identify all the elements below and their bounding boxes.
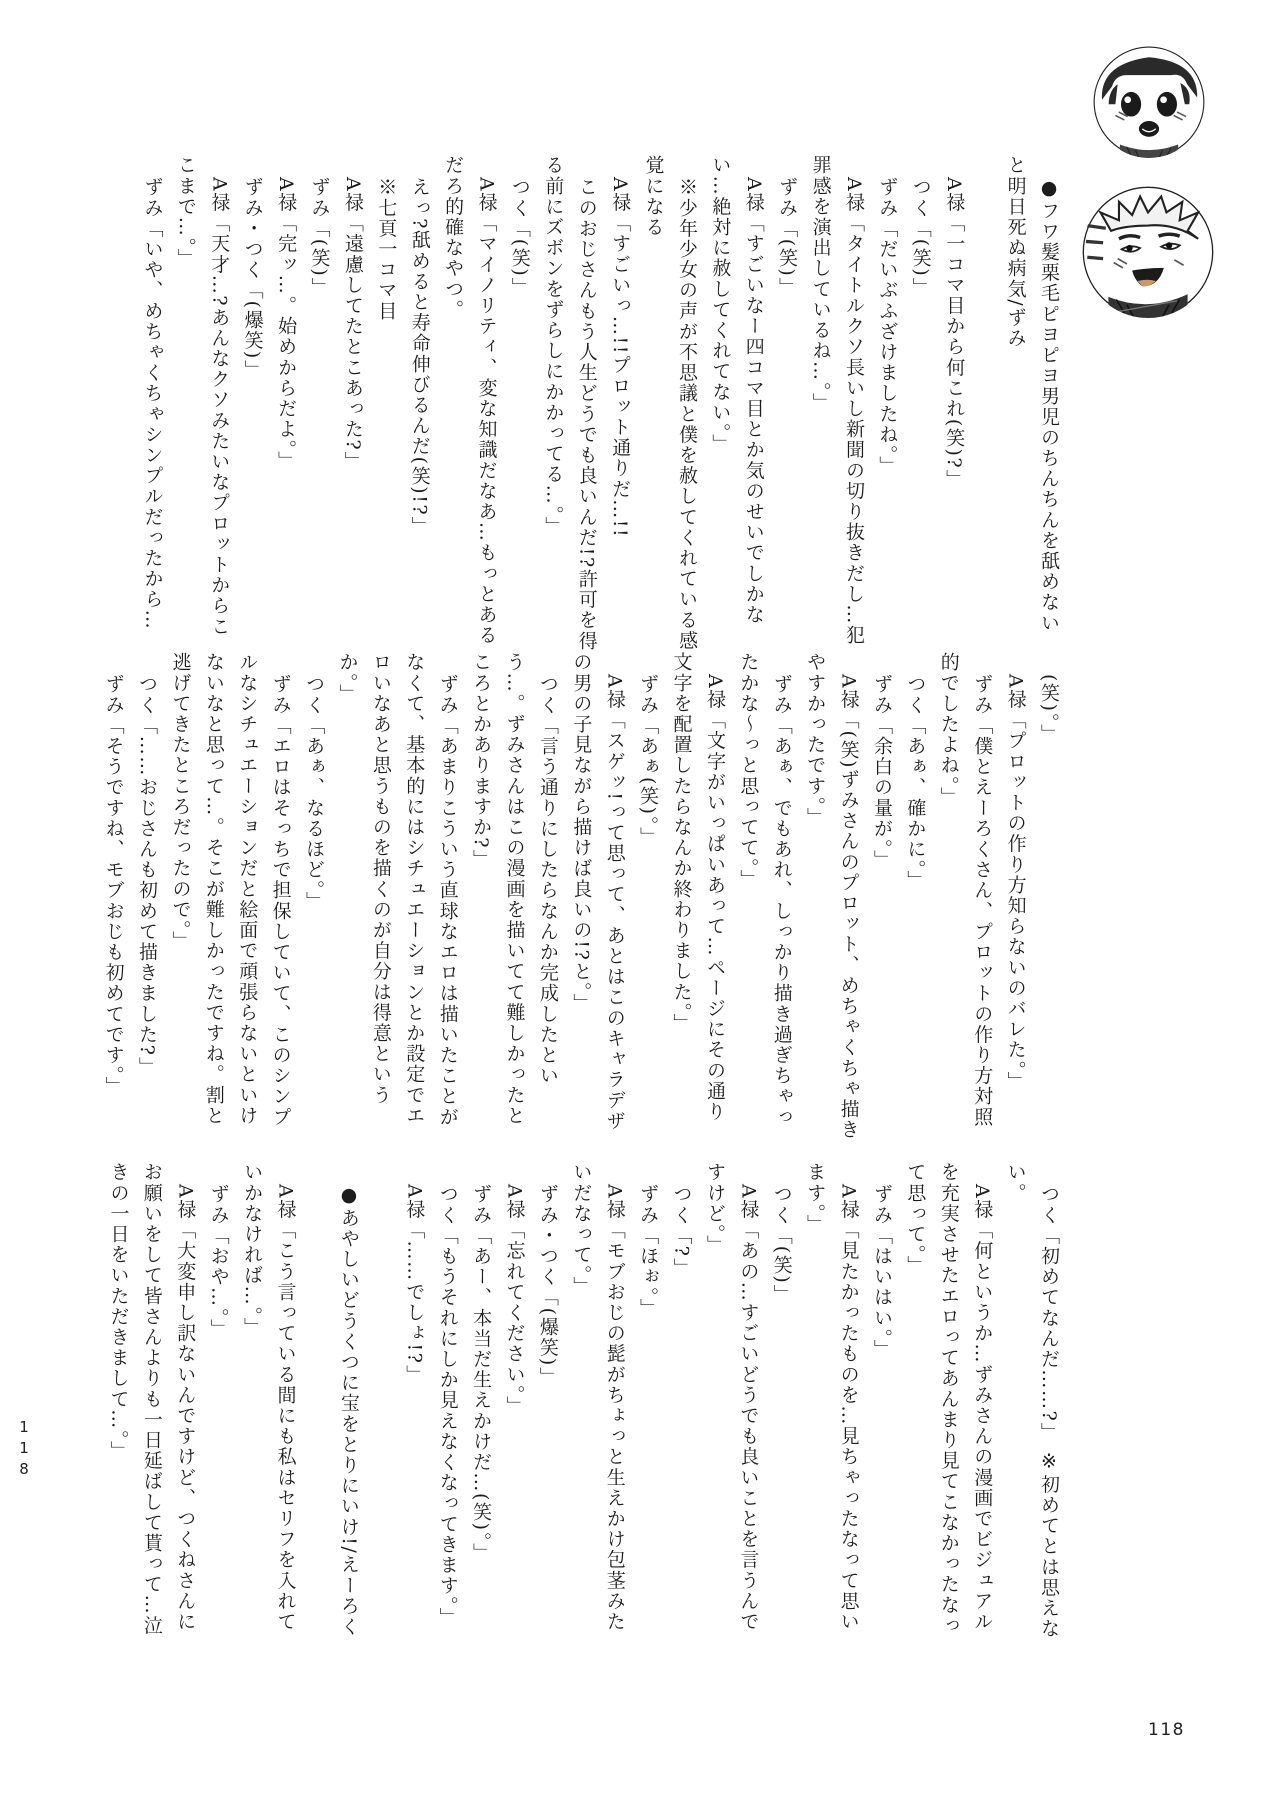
- dialogue-line: A禄「文字がいっぱいあって…ページにその通り文字を配置したらなんか終わりました。」: [670, 652, 726, 1122]
- dialogue-line: A禄「何というか…ずみさんの漫画でビジュアルを充実させたエロってあんまり見てこなかったなって思って。」: [904, 1162, 994, 1636]
- section-heading: ●フワ髪栗毛ピヨピヨ男児のちんちんを舐めないと明日死ぬ病気/ずみ: [1004, 155, 1060, 634]
- interview-text-band-1: [135, 155, 1065, 652]
- dialogue-line: ずみ「いや、めちゃくちゃシンプルだったから…: [141, 177, 164, 631]
- dialogue-line: つく「……おじさんも初めて描きました?」: [136, 674, 159, 1078]
- character-portrait-top: [1093, 46, 1205, 158]
- dialogue-line: A禄「一コマ目から何これ(笑)?」: [943, 177, 966, 490]
- side-page-number: 118: [15, 1418, 33, 1481]
- dialogue-line: ずみ「僕とえーろくさん、プロットの作り方対照的でしたよね。」: [937, 652, 994, 1128]
- continuation-fragment: (笑)。」: [1038, 674, 1060, 745]
- dialogue-line: つく「あぁ、なるほど。」: [303, 674, 326, 912]
- dialogue-line: つく「?」: [670, 1184, 693, 1279]
- dialogue-line: つく「(笑)」: [770, 1184, 793, 1306]
- dialogue-line: ずみ・つく「(爆笑)」: [536, 1184, 559, 1388]
- dialogue-line: ずみ・つく「(爆笑)」: [241, 177, 264, 381]
- dialogue-line: A禄「モブおじの髭がちょっと生えかけ包茎みたいだなって。」: [570, 1162, 626, 1632]
- dialogue-line: ずみ「だいぶふざけましたね。」: [876, 177, 899, 477]
- page-number: 118: [1148, 1720, 1185, 1740]
- dialogue-line: つく「もうそれにしか見えなくなってきます。」: [436, 1184, 459, 1628]
- dialogue-line: A禄「プロットの作り方知らないのバレた。」: [1004, 674, 1027, 1092]
- dialogue-line: A禄「忘れてください。」: [503, 1184, 526, 1417]
- dialogue-line: A禄「大変申し訳ないんですけど、つくねさんにお願いをして皆さんよりも一日延ばして貰って…泣きの一日をいただきまして…。」: [107, 1162, 197, 1636]
- dialogue-line: つく「言う通りにしたらなんか完成したという…。ずみさんはこの漫画を描いてて難しかったところとかありますか?」: [470, 652, 559, 1126]
- dialogue-line: ずみ「あまりこういう直球なエロは描いたことがなくて、基本的にはシチュエーションとか設定でエロいなあと思うものを描くのが自分は得意というか。」: [336, 652, 459, 1128]
- dialogue-line: つく「(笑)」: [508, 177, 531, 299]
- dialogue-line: ずみ「余白の量が。」: [870, 674, 893, 871]
- dialogue-line: A禄「こう言っている間にも私はセリフを入れていかなければ…。」: [241, 1162, 297, 1632]
- grinning-boy-icon: [1082, 186, 1214, 318]
- dialogue-line: つく「初めてなんだ……?」 ※初めてとは思えない。: [1004, 1162, 1060, 1640]
- dialogue-line: A禄「……でしょ!?」: [403, 1184, 426, 1386]
- dialogue-line: ずみ「あぁ(笑)。」: [637, 674, 660, 848]
- character-portrait-bottom: [1082, 186, 1214, 318]
- interview-text-band-2: [102, 652, 1065, 1141]
- dialogue-line: A禄「すごいっ…!!プロット通りだ…!!: [609, 177, 632, 539]
- section-heading: ●あやしいどうくつに宝をとりにいけ!/えーろく: [337, 1184, 360, 1637]
- dialogue-line: A禄「見たかったものを…見ちゃったなって思います。」: [804, 1162, 860, 1632]
- dialogue-line: えっ?舐めると寿命伸びるんだ(笑)!?」: [408, 177, 431, 537]
- dialogue-line: A禄「あの…すごいどうでも良いことを言うんですけど。」: [703, 1162, 760, 1632]
- dialogue-line: ずみ「(笑)」: [776, 177, 799, 299]
- aside-note: ※七頁一コマ目: [375, 177, 398, 322]
- dialogue-line: A禄「すごいなー四コマ目とか気のせいでしかない…絶対に赦してくれてない。」: [709, 155, 765, 625]
- dialogue-line: ずみ「(笑)」: [308, 177, 331, 299]
- dialogue-line: ずみ「エロはそっちで担保していて、このシンプルなシチュエーションだと絵面で頑張らないといけないなと思って…。そこが難しかったですね。割と逃げてきたところだったので。」: [169, 652, 292, 1128]
- interview-text-band-3: [107, 1162, 1065, 1651]
- dialogue-line: A禄「天才…?あんなクソみたいなプロットからここまで…。」: [174, 155, 231, 637]
- dialogue-line: ずみ「おや…。」: [207, 1184, 230, 1340]
- dialogue-line: ずみ「あー、本当だ生えかけだ…(笑)。」: [470, 1184, 493, 1564]
- dialogue-line: このおじさんもう人生どうでも良いんだ!?許可を得る前にズボンをずらしにかかってる…。」: [542, 155, 598, 652]
- dialogue-line: A禄「完ッ…。始めからだよ。」: [275, 177, 298, 472]
- dialogue-line: A禄「マイノリティ、変な知識だなあ…もっとあるだろ的確なやつ。: [442, 155, 498, 646]
- dialogue-line: ずみ「そうですね、モブおじも初めてです。」: [102, 674, 125, 1098]
- aside-note: ※少年少女の声が不思議と僕を赦してくれている感覚になる: [642, 155, 698, 651]
- dialogue-line: ずみ「はいはい。」: [870, 1184, 893, 1360]
- dialogue-line: A禄「スゲッ!って思って、あとはこのキャラデザの男の子見ながら描けば良いの!?と。」: [570, 652, 626, 1132]
- dialogue-line: ずみ「あぁ、でもあれ、しっかり描き過ぎちゃったかな〜っと思ってて。」: [737, 652, 793, 1128]
- dialogue-line: A禄「遠慮してたとこあった?」: [341, 177, 364, 472]
- dialogue-line: つく「(笑)」: [909, 177, 932, 299]
- dialogue-line: A禄「(笑)ずみさんのプロット、めちゃくちゃ描きやすかったです。」: [804, 652, 860, 1140]
- dialogue-line: ずみ「ほぉ。」: [637, 1184, 660, 1319]
- blushing-boy-icon: [1093, 46, 1205, 158]
- dialogue-line: つく「あぁ、確かに。」: [904, 674, 927, 892]
- dialogue-line: A禄「タイトルクソ長いし新聞の切り抜きだし…犯罪感を演出しているね…。」: [809, 155, 865, 646]
